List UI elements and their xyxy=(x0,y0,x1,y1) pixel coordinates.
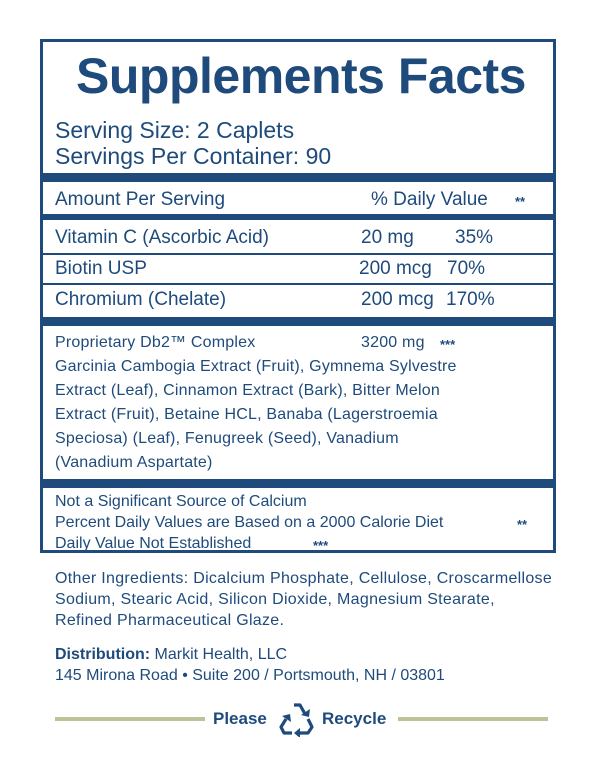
proprietary-blend-marker: *** xyxy=(440,337,456,352)
footnote: Percent Daily Values are Based on a 2000 Calorie Diet xyxy=(55,514,444,531)
nutrient-name: Biotin USP xyxy=(55,258,147,279)
proprietary-blend-name: Proprietary Db2™ Complex xyxy=(55,334,256,351)
left-rule xyxy=(55,717,205,721)
please-text: Please xyxy=(213,709,267,728)
recycle-text: Recycle xyxy=(322,709,387,728)
ingredient-line: Garcinia Cambogia Extract (Fruit), Gymnema Sylvestre xyxy=(55,358,457,375)
nutrient-amount: 20 mg xyxy=(361,227,414,248)
distribution-company: Markit Health, LLC xyxy=(154,646,288,663)
medium-divider xyxy=(43,214,553,220)
distribution-address: 145 Mirona Road • Suite 200 / Portsmouth, NH / 03801 xyxy=(55,667,445,684)
footnote-marker: ** xyxy=(517,517,528,532)
footnote-marker: *** xyxy=(313,538,329,553)
nutrient-daily-value: 170% xyxy=(446,289,495,310)
right-rule xyxy=(398,717,548,721)
supplement-facts-panel xyxy=(40,39,556,553)
amount-per-serving-label: Amount Per Serving xyxy=(55,189,226,210)
daily-value-marker: ** xyxy=(515,194,526,209)
row-divider xyxy=(43,253,553,255)
footnote: Not a Significant Source of Calcium xyxy=(55,493,307,510)
servings-per-container: Servings Per Container: 90 xyxy=(55,143,332,169)
serving-size: Serving Size: 2 Caplets xyxy=(55,117,295,143)
thick-divider xyxy=(43,173,553,182)
nutrient-daily-value: 70% xyxy=(447,258,486,279)
other-ingredients: Other Ingredients: Dicalcium Phosphate, Cellulose, Croscarmellose Sodium, Stearic Acid, Silicon Dioxide, Magnesium Stearate, Refined Pharmaceutical Glaze. xyxy=(55,570,553,629)
thick-divider xyxy=(43,479,553,488)
proprietary-blend-amount: 3200 mg xyxy=(361,334,425,351)
nutrient-amount: 200 mcg xyxy=(361,289,434,310)
ingredient-line: (Vanadium Aspartate) xyxy=(55,454,213,471)
ingredient-line: Extract (Leaf), Cinnamon Extract (Bark), Bitter Melon xyxy=(55,382,440,399)
ingredient-line: Extract (Fruit), Betaine HCL, Banaba (Lagerstroemia xyxy=(55,406,438,423)
panel-title: Supplements Facts xyxy=(76,48,526,104)
nutrient-amount: 200 mcg xyxy=(359,258,432,279)
nutrient-name: Vitamin C (Ascorbic Acid) xyxy=(55,227,269,248)
nutrient-name: Chromium (Chelate) xyxy=(55,289,227,310)
ingredient-line: Speciosa) (Leaf), Fenugreek (Seed), Vanadium xyxy=(55,430,399,447)
recycle-icon xyxy=(278,701,316,737)
thick-divider xyxy=(43,317,553,326)
daily-value-label: % Daily Value xyxy=(371,189,488,210)
row-divider xyxy=(43,283,553,285)
nutrient-daily-value: 35% xyxy=(455,227,494,248)
distribution-line xyxy=(55,644,287,665)
distribution-label: Distribution: xyxy=(55,646,151,663)
footnote: Daily Value Not Established xyxy=(55,535,252,552)
